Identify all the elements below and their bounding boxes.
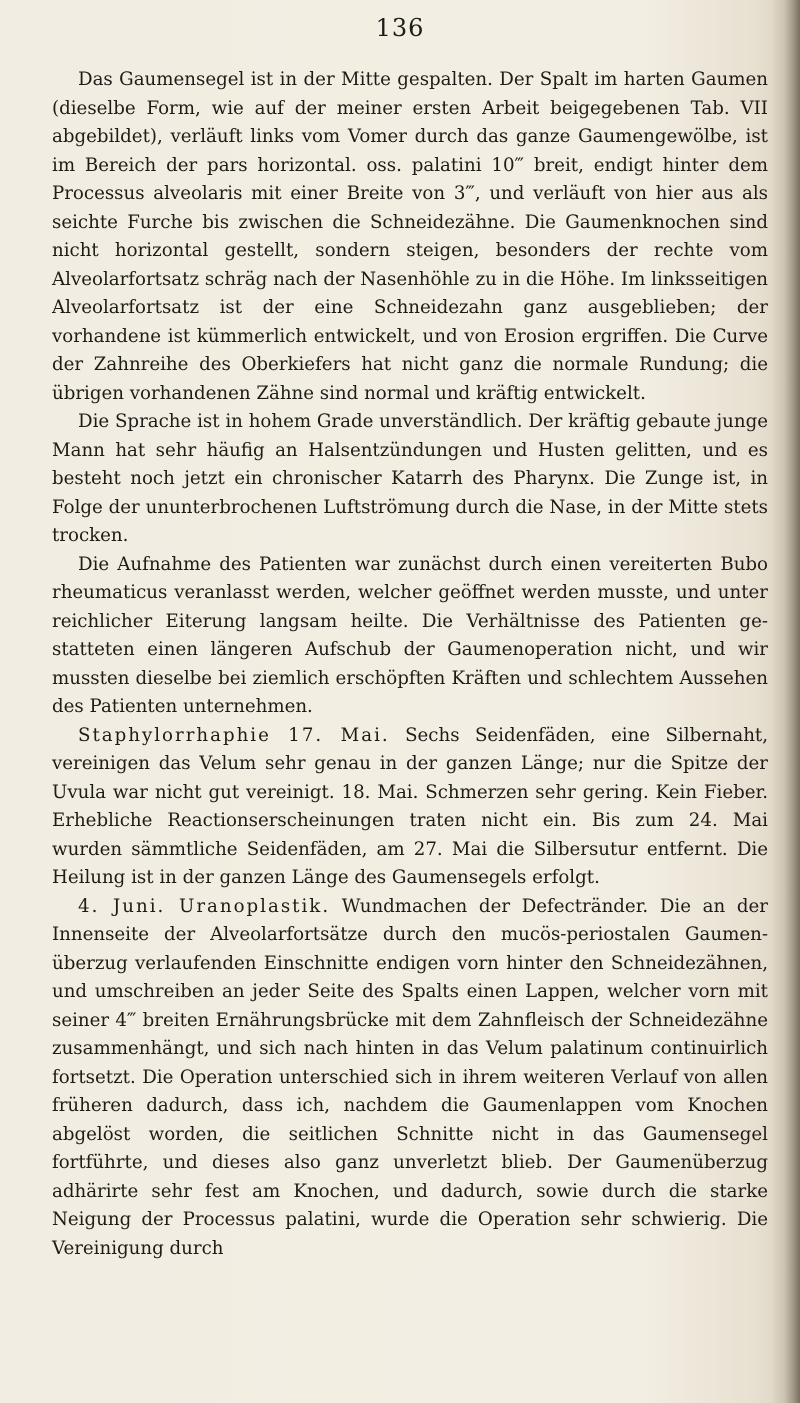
paragraph-4-lead: Staphylorrhaphie 17. Mai. [78,724,390,746]
page-edge-shadow [772,0,800,1403]
paragraph-2-text: Die Sprache ist in hohem Grade unverständlich. Der kräftig gebaute junge Mann hat sehr häufig an Halsentzündungen und Husten gelitten, und es besteht noch jetzt ein chronischer Katarrh des Pharynx. Die Zunge ist, in Folge der ununterbrochenen Luftströmung durch die Nase, in der Mitte stets trocken. [52,411,768,546]
paragraph-3-text: Die Aufnahme des Patienten war zunächst durch einen vereiterten Bubo rheumaticus veranlasst werden, welcher geöffnet werden musste, und unter reichlicher Eiterung langsam heilte. Die Verhältnisse des Patienten gestatteten einen längeren Aufschub der Gaumenoperation nicht, und wir mussten dieselbe bei ziemlich erschöpften Kräften und schlechtem Aussehen des Patienten unternehmen. [52,553,768,717]
paragraph-4-text: Sechs Seidenfäden, eine Silbernaht, vereinigen das Velum sehr genau in der ganzen Länge; nur die Spitze der Uvula war nicht gut vereinigt. 18. Mai. Schmerzen sehr gering. Kein Fieber. Erhebliche Reactionserscheinungen traten nicht ein. Bis zum 24. Mai wurden sämmtliche Seidenfäden, am 27. Mai die Silbersutur entfernt. Die Heilung ist in der ganzen Länge des Gaumensegels erfolgt. [52,724,768,888]
body-text [52,66,768,1263]
paragraph-5 [52,893,768,1264]
page-number: 136 [375,14,425,42]
paragraph-1-text: Das Gaumensegel ist in der Mitte gespalten. Der Spalt im harten Gaumen (dieselbe Form, wie auf der meiner ersten Arbeit beigegebenen Tab. VII abgebildet), verläuft links vom Vomer durch das ganze Gaumengewölbe, ist im Bereich der pars horizontal. oss. palatini 10‴ breit, endigt hinter dem Processus alveolaris mit einer Breite von 3‴, und verläuft von hier aus als seichte Furche bis zwischen die Schneidezähne. Die Gaumenknochen sind nicht horizontal gestellt, sondern steigen, besonders der rechte vom Alveolarfortsatz schräg nach der Nasenhöhle zu in die Höhe. Im linksseitigen Alveolarfortsatz ist der eine Schneidezahn ganz ausgeblieben; der vorhandene ist kümmerlich entwickelt, und von Erosion ergriffen. Die Curve der Zahnreihe des Oberkiefers hat nicht ganz die normale Rundung; die übrigen vorhandenen Zähne sind normal und kräftig entwickelt. [52,69,768,404]
paragraph-3 [52,551,768,722]
paragraph-4 [52,722,768,893]
paragraph-5-lead: 4. Juni. Uranoplastik. [78,895,331,917]
paragraph-5-text: Wundmachen der Defectränder. Die an der Innenseite der Alveolarfortsätze durch den mucös-periostalen Gaumenüberzug verlaufenden Einschnitte endigen vorn hinter den Schneidezähnen, und umschreiben an jeder Seite des Spalts einen Lappen, welcher vorn mit seiner 4‴ breiten Ernährungsbrücke mit dem Zahnfleisch der Schneidezähne zusammenhängt, und sich nach hinten in das Velum palatinum continuirlich fortsetzt. Die Operation unterschied sich in ihrem weiteren Verlauf von allen früheren dadurch, dass ich, nachdem die Gaumenlappen vom Knochen abgelöst worden, die seitlichen Schnitte nicht in das Gaumensegel fortführte, und dieses also ganz unverletzt blieb. Der Gaumenüberzug adhärirte sehr fest am Knochen, und dadurch, sowie durch die starke Neigung der Processus palatini, wurde die Operation sehr schwierig. Die Vereinigung durch [52,895,768,1259]
paragraph-1 [52,66,768,408]
paragraph-2 [52,408,768,551]
